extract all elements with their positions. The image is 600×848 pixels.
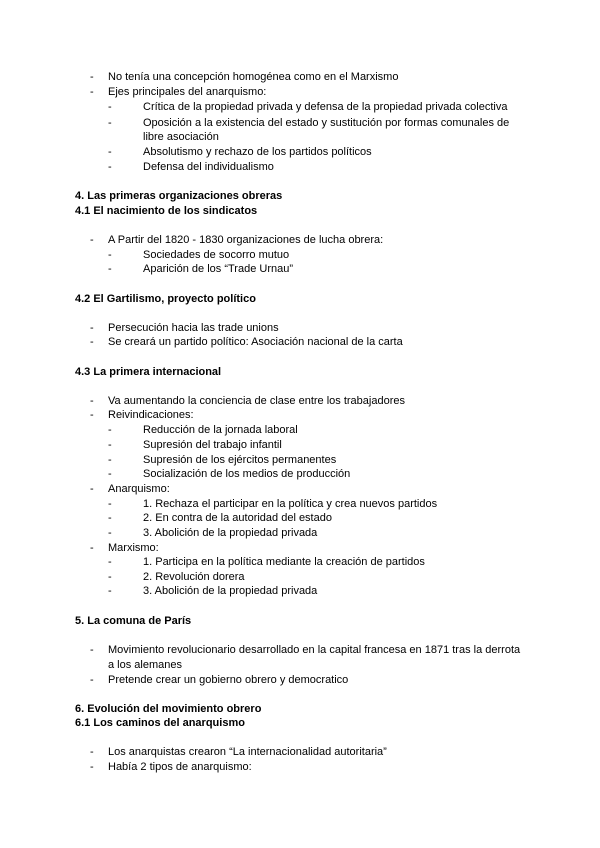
sub-list-item: 3. Abolición de la propiedad privada <box>143 527 318 539</box>
list-item: A Partir del 1820 - 1830 organizaciones de lucha obrera: <box>108 234 384 246</box>
bullet-dash: - <box>108 571 112 583</box>
sub-list-item: Sociedades de socorro mutuo <box>143 249 290 261</box>
section-heading: 5. La comuna de París <box>75 615 192 627</box>
sub-list-item: Defensa del individualismo <box>143 161 274 173</box>
sub-list-item: Supresión de los ejércitos permanentes <box>143 454 337 466</box>
list-item: Va aumentando la conciencia de clase entre los trabajadores <box>108 395 405 407</box>
sub-list-item: 3. Abolición de la propiedad privada <box>143 585 318 597</box>
sub-list-item: 1. Participa en la política mediante la creación de partidos <box>143 556 425 568</box>
subsection-heading: 4.3 La primera internacional <box>75 366 222 378</box>
bullet-dash: - <box>108 249 112 261</box>
bullet-dash: - <box>108 101 112 113</box>
bullet-dash: - <box>108 117 112 129</box>
subsection-heading: 4.2 El Gartilismo, proyecto político <box>75 293 256 305</box>
list-item: Anarquismo: <box>108 483 170 495</box>
bullet-dash: - <box>108 468 112 480</box>
bullet-dash: - <box>90 644 94 656</box>
sub-list-item: 1. Rechaza el participar en la política y crea nuevos partidos <box>143 498 438 510</box>
sub-list-item: 2. Revolución dorera <box>143 571 245 583</box>
sub-list-item-continuation: libre asociación <box>143 131 219 143</box>
bullet-dash: - <box>108 498 112 510</box>
bullet-dash: - <box>108 556 112 568</box>
sub-list-item: Crítica de la propiedad privada y defensa de la propiedad privada colectiva <box>143 101 508 113</box>
bullet-dash: - <box>90 336 94 348</box>
bullet-dash: - <box>90 761 94 773</box>
sub-list-item: Reducción de la jornada laboral <box>143 424 298 436</box>
bullet-dash: - <box>108 439 112 451</box>
bullet-dash: - <box>90 674 94 686</box>
sub-list-item: 2. En contra de la autoridad del estado <box>143 512 332 524</box>
section-heading: 6. Evolución del movimiento obrero <box>75 703 262 715</box>
sub-list-item: Absolutismo y rechazo de los partidos políticos <box>143 146 372 158</box>
bullet-dash: - <box>90 746 94 758</box>
list-item: No tenía una concepción homogénea como en el Marxismo <box>108 71 399 83</box>
bullet-dash: - <box>108 424 112 436</box>
list-item: Se creará un partido político: Asociación nacional de la carta <box>108 336 403 348</box>
list-item: Reivindicaciones: <box>108 409 194 421</box>
bullet-dash: - <box>108 263 112 275</box>
bullet-dash: - <box>90 322 94 334</box>
sub-list-item: Aparición de los “Trade Urnau” <box>143 263 293 275</box>
sub-list-item: Oposición a la existencia del estado y sustitución por formas comunales de <box>143 117 510 129</box>
bullet-dash: - <box>90 71 94 83</box>
bullet-dash: - <box>108 161 112 173</box>
bullet-dash: - <box>90 483 94 495</box>
sub-list-item: Supresión del trabajo infantil <box>143 439 282 451</box>
bullet-dash: - <box>90 395 94 407</box>
subsection-heading: 6.1 Los caminos del anarquismo <box>75 717 245 729</box>
list-item: Ejes principales del anarquismo: <box>108 86 267 98</box>
list-item: Pretende crear un gobierno obrero y democratico <box>108 674 349 686</box>
subsection-heading: 4.1 El nacimiento de los sindicatos <box>75 205 258 217</box>
sub-list-item: Socialización de los medios de producción <box>143 468 351 480</box>
list-item: Había 2 tipos de anarquismo: <box>108 761 252 773</box>
list-item-continuation: a los alemanes <box>108 659 182 671</box>
bullet-dash: - <box>108 512 112 524</box>
bullet-dash: - <box>90 542 94 554</box>
bullet-dash: - <box>90 234 94 246</box>
list-item: Marxismo: <box>108 542 159 554</box>
bullet-dash: - <box>108 527 112 539</box>
bullet-dash: - <box>90 86 94 98</box>
list-item: Persecución hacia las trade unions <box>108 322 279 334</box>
section-heading: 4. Las primeras organizaciones obreras <box>75 190 283 202</box>
bullet-dash: - <box>108 585 112 597</box>
list-item: Los anarquistas crearon “La internacionalidad autoritaria” <box>108 746 387 758</box>
bullet-dash: - <box>108 454 112 466</box>
bullet-dash: - <box>108 146 112 158</box>
bullet-dash: - <box>90 409 94 421</box>
list-item: Movimiento revolucionario desarrollado en la capital francesa en 1871 tras la derrota <box>108 644 521 656</box>
